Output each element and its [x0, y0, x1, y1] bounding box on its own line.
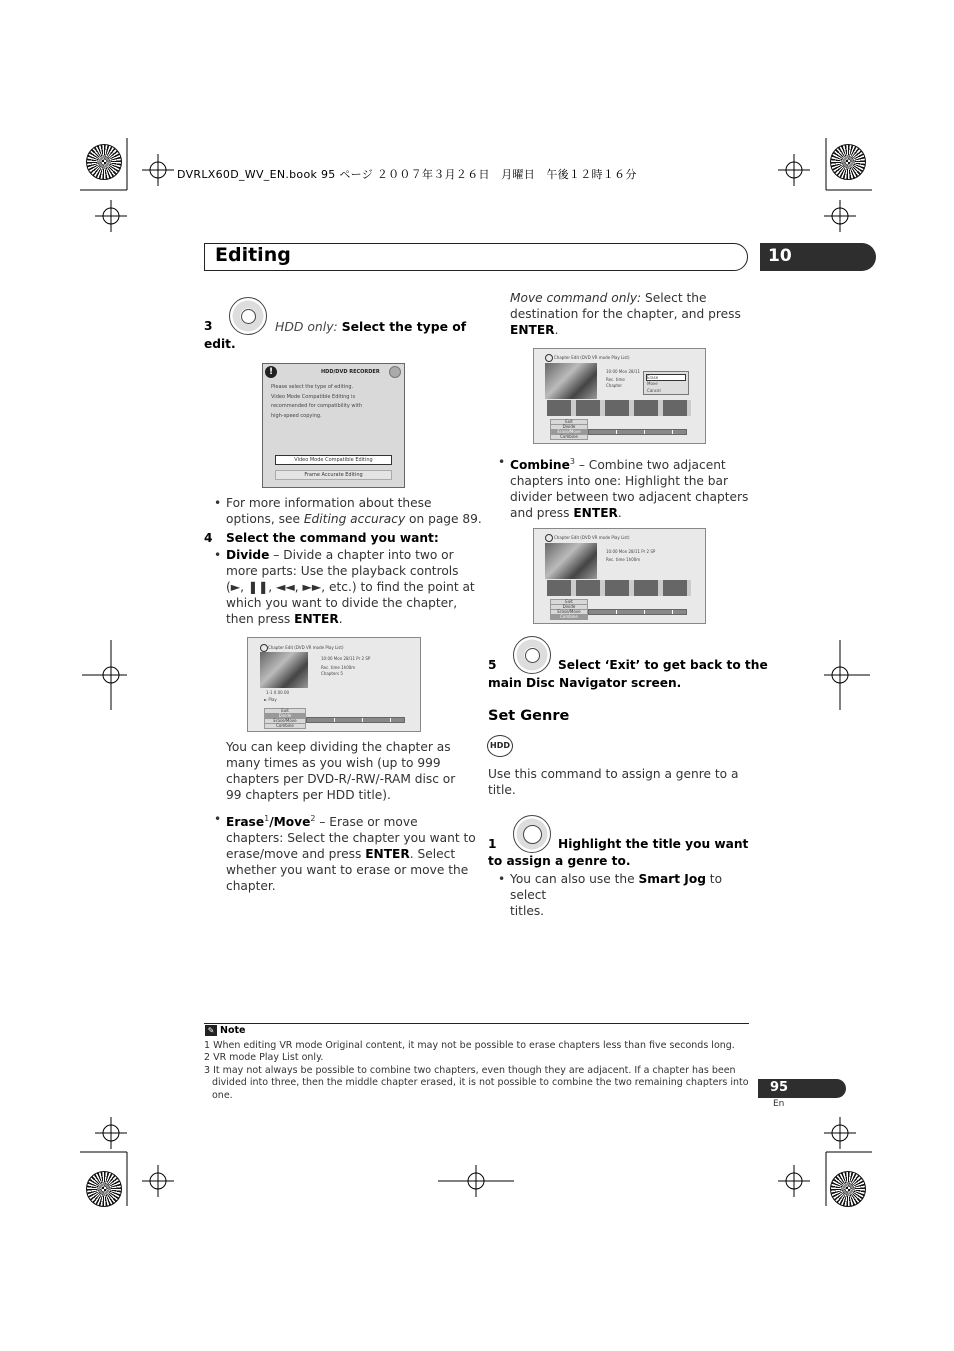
edit-type-dialog-screenshot	[262, 363, 405, 488]
divide-screenshot	[247, 637, 421, 732]
screen2-info2: Rec. time	[606, 377, 625, 382]
step-1-number: 1	[488, 837, 497, 851]
step-3-instruction: Select the type of	[341, 319, 467, 334]
dialog-body: Please select the type of editing. Video Mode Compatible Editing is recommended for compatibility with high-speed copying.	[271, 384, 363, 419]
note-divider	[204, 1023, 749, 1024]
chapter-number: 10	[768, 246, 792, 266]
video-thumbnail	[545, 363, 597, 399]
menu-erase-move[interactable]: Erase/Move	[550, 429, 588, 435]
popup-erase[interactable]: Erase	[646, 374, 686, 381]
warning-icon: !	[265, 366, 277, 378]
disc-icon	[389, 366, 401, 378]
menu-divide[interactable]: Divide	[550, 604, 588, 610]
edit-icon	[545, 534, 553, 542]
step-5-continued: main Disc Navigator screen.	[488, 676, 682, 690]
page-number: 95	[770, 1080, 789, 1095]
screen1-info3: Chapters 5	[321, 671, 343, 676]
screen1-info1: 10:00 Mon 28/11 Pr 2 SP	[321, 656, 371, 661]
page-number-tab	[758, 1079, 846, 1098]
popup-move[interactable]: Move	[647, 381, 658, 386]
menu-combine[interactable]: Combine	[550, 434, 588, 440]
screen1-info2: Rec. time 1h00m	[321, 665, 356, 670]
step-3-continued: edit.	[204, 337, 236, 351]
screen2-header: Chapter Edit (DVD VR mode Play List)	[554, 355, 630, 360]
screen3-info1: 10:00 Mon 28/11 Pr 2 SP	[606, 549, 656, 554]
screen3-info2: Rec. time 1h00m	[606, 557, 641, 562]
combine-screenshot	[533, 528, 706, 624]
page-title: Editing	[215, 244, 291, 266]
dialog-title: HDD/DVD RECORDER	[321, 369, 380, 375]
screen1-play: ► Play	[264, 697, 277, 702]
step-1-continued: to assign a genre to.	[488, 854, 631, 868]
step-4-text: Select the command you want:	[226, 531, 439, 545]
note-3-end: one.	[212, 1090, 233, 1101]
step-1-text: Highlight the title you want	[558, 837, 749, 851]
edit-icon	[260, 644, 268, 652]
move-screenshot	[533, 348, 706, 444]
bullet-divide: • Divide – Divide a chapter into two or more parts: Use the playback controls (►, ❚❚, ◄◄, ►►, etc.) to find the point at which you want to divide the chapter, then press ENTER.	[226, 547, 486, 627]
edit-icon	[545, 354, 553, 362]
move-command-only: Move command only: Select the destination for the chapter, and press ENTER.	[510, 291, 741, 337]
bullet-erase-move: • Erase$^1$/Move$^2$ – Erase or move chapters: Select the chapter you want to erase/move and press ENTER. Select whether you want to erase or move the chapter.	[226, 811, 486, 894]
menu-divide[interactable]: Divide	[264, 713, 306, 719]
bullet-smart-jog: • You can also use the Smart Jog to select titles.	[510, 871, 750, 919]
note-1: 1 When editing VR mode Original content, it may not be possible to erase chapters less than five seconds long.	[204, 1040, 735, 1051]
chapter-bar	[306, 717, 405, 723]
step-5-text: Select ‘Exit’ to get back to the	[558, 658, 768, 672]
option-video-mode-compatible[interactable]: Video Mode Compatible Editing	[275, 455, 392, 465]
screen1-counter: 1-1 0.00.00	[266, 690, 290, 695]
menu-divide[interactable]: Divide	[550, 424, 588, 430]
chapter-bar	[588, 609, 687, 615]
bullet-combine: • Combine$^3$ – Combine two adjacent chapters into one: Highlight the bar divider between two adjacent chapters and press ENTER.	[510, 454, 750, 521]
menu-erase-move[interactable]: Erase/Move	[264, 718, 306, 724]
language-label: En	[773, 1099, 785, 1109]
smart-jog-dial-icon	[513, 815, 551, 853]
joystick-dial-icon	[229, 297, 267, 335]
chapter-thumbnail-strip	[547, 580, 691, 596]
bullet-more-info: • For more information about these options, see Editing accuracy on page 89.	[226, 495, 486, 527]
step-3-number: 3	[204, 319, 213, 333]
screen1-header: Chapter Edit (DVD VR mode Play List)	[268, 645, 344, 650]
note-3: 3 It may not always be possible to combine two chapters, even though they are adjacent. If a chapter has been	[204, 1065, 736, 1076]
menu-exit[interactable]: Exit	[550, 419, 588, 425]
chapter-number-tab	[760, 243, 876, 271]
menu-erase-move[interactable]: Erase/Move	[550, 609, 588, 615]
chapter-title-bar	[204, 243, 748, 271]
chapter-bar	[588, 429, 687, 435]
step-3-text	[275, 319, 466, 335]
menu-combine[interactable]: Combine	[264, 723, 306, 729]
note-icon: ✎	[205, 1025, 217, 1036]
option-frame-accurate[interactable]: Frame Accurate Editing	[275, 470, 392, 480]
note-3-cont: divided into three, then the middle chapter erased, it is not possible to combine the two remaining chapters into	[212, 1077, 749, 1088]
hdd-badge-icon: HDD	[487, 735, 513, 757]
section-heading-set-genre: Set Genre	[488, 708, 570, 724]
screen3-header: Chapter Edit (DVD VR mode Play List)	[554, 535, 630, 540]
para-set-genre: Use this command to assign a genre to a title.	[488, 767, 739, 797]
screen2-info3: Chapter	[606, 383, 622, 388]
hdd-only-label: HDD only:	[275, 319, 338, 334]
chapter-thumbnail-strip	[547, 400, 691, 416]
menu-exit[interactable]: Exit	[550, 599, 588, 605]
popup-cancel[interactable]: Cancel	[647, 388, 661, 393]
video-thumbnail	[260, 652, 308, 688]
para-keep-dividing: You can keep dividing the chapter as many times as you wish (up to 999 chapters per DVD-R/-RW/-RAM disc or 99 chapters per HDD title).	[226, 740, 456, 802]
menu-combine[interactable]: Combine	[550, 614, 588, 620]
erase-move-popup	[643, 371, 689, 395]
video-thumbnail	[545, 543, 597, 579]
divide-term: Divide	[226, 548, 270, 562]
print-file-info: DVRLX60D_WV_EN.book 95 ページ ２００７年３月２６日 月曜日 午後１２時１６分	[177, 168, 637, 181]
step-4-number: 4	[204, 531, 213, 545]
step-5-number: 5	[488, 658, 497, 672]
screen2-info1: 10:00 Mon 28/11	[606, 369, 641, 374]
note-2: 2 VR mode Play List only.	[204, 1052, 324, 1063]
menu-exit[interactable]: Exit	[264, 708, 306, 714]
joystick-dial-icon	[513, 636, 551, 674]
note-label: Note	[220, 1025, 246, 1036]
